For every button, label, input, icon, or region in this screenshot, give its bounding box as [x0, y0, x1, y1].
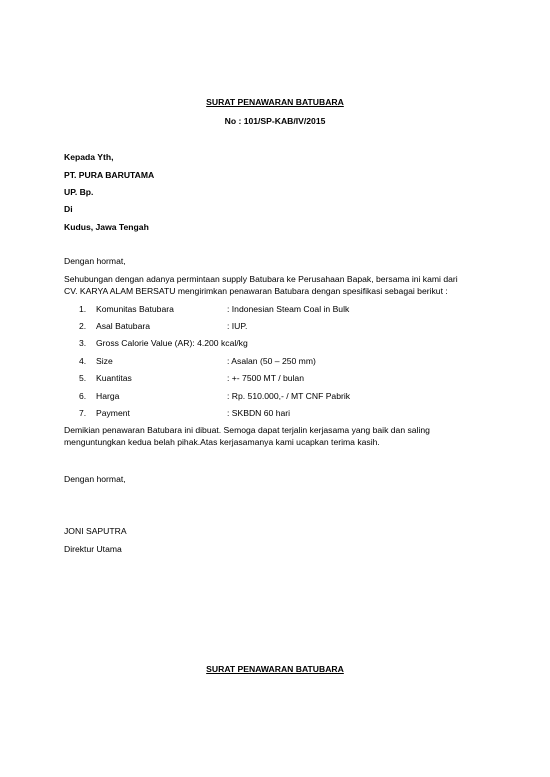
spec-value: : IUP.: [227, 321, 248, 331]
greeting: Dengan hormat,: [64, 256, 126, 266]
recipient-company: PT. PURA BARUTAMA: [64, 170, 155, 180]
spec-label: Kuantitas: [96, 373, 132, 383]
spec-number: 3.: [79, 338, 87, 348]
spec-label: Komunitas Batubara: [96, 304, 174, 314]
recipient-city: Kudus, Jawa Tengah: [64, 222, 149, 232]
spec-value: : Indonesian Steam Coal in Bulk: [227, 304, 350, 314]
spec-label: Asal Batubara: [96, 321, 150, 331]
spec-value: : Rp. 510.000,- / MT CNF Pabrik: [227, 391, 351, 401]
footer-title: SURAT PENAWARAN BATUBARA: [206, 664, 344, 674]
letter-title: SURAT PENAWARAN BATUBARA: [206, 97, 344, 107]
spec-number: 7.: [79, 408, 87, 418]
closing-line-2: menguntungkan kedua belah pihak.Atas kerjasamanya kami ucapkan terima kasih.: [64, 437, 380, 447]
spec-value: : SKBDN 60 hari: [227, 408, 291, 418]
spec-value: : Asalan (50 – 250 mm): [227, 356, 316, 366]
spec-label: Size: [96, 356, 113, 366]
spec-number: 5.: [79, 373, 87, 383]
signoff: Dengan hormat,: [64, 474, 126, 484]
recipient-line1: Kepada Yth,: [64, 152, 114, 162]
spec-number: 6.: [79, 391, 87, 401]
letter-number: No : 101/SP-KAB/IV/2015: [224, 116, 326, 126]
signer-name: JONI SAPUTRA: [64, 526, 127, 536]
recipient-di: Di: [64, 204, 73, 214]
intro-line-2: CV. KARYA ALAM BERSATU mengirimkan penawaran Batubara dengan spesifikasi sebagai berikut :: [64, 286, 448, 296]
recipient-attention: UP. Bp.: [64, 187, 94, 197]
spec-label: Harga: [96, 391, 120, 401]
spec-number: 4.: [79, 356, 87, 366]
spec-number: 1.: [79, 304, 87, 314]
closing-line-1: Demikian penawaran Batubara ini dibuat. Semoga dapat terjalin kerjasama yang baik dan saling: [64, 425, 430, 435]
spec-value: : +- 7500 MT / bulan: [227, 373, 304, 383]
spec-label: Gross Calorie Value (AR): 4.200 kcal/kg: [96, 338, 248, 348]
intro-line-1: Sehubungan dengan adanya permintaan supply Batubara ke Perusahaan Bapak, bersama ini kami dari: [64, 274, 458, 284]
spec-label: Payment: [96, 408, 130, 418]
spec-number: 2.: [79, 321, 87, 331]
signer-title: Direktur Utama: [64, 544, 122, 554]
